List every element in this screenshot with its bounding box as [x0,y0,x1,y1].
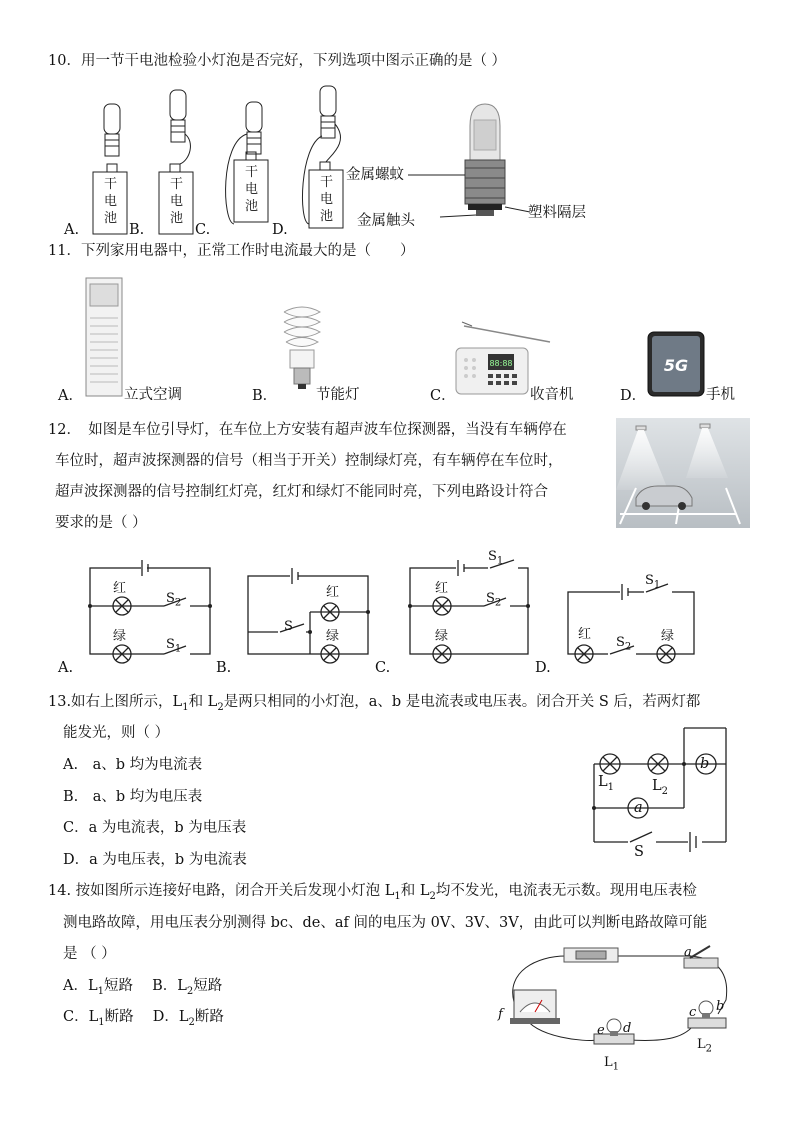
point-b: b [716,999,725,1014]
battery-c-label: 干 电 池 [245,165,259,214]
q11-option-d: D． [620,388,647,404]
parking-lot-photo [616,418,750,528]
q12-stem-line3: 超声波探测器的信号控制红灯亮，红灯和绿灯不能同时亮，下列电路设计符合 [55,484,548,500]
q13-meter-b-label: b [700,756,710,772]
radio-display: 88:88 [489,359,513,368]
q13-s-label: S [634,844,644,860]
q13-option-b: B. a、b 均为电压表 [63,789,203,805]
q11-option-b: B． [252,388,278,404]
q10-option-a: A. [64,222,80,238]
q12d-s1-label: $S_1$ [645,573,661,591]
q12b-red-label: 红 [326,585,340,600]
q14-l1-label: $L_1$ [604,1055,620,1073]
q12-circuit-c [408,560,530,663]
q12d-green-label: 绿 [661,629,675,644]
q12-option-b: B. [216,660,232,676]
q13-stem-line1: 13.如右上图所示，$L_1$和 $L_2$是两只相同的小灯泡，a、b 是电流表或电压表。闭合开关 S 后，若两灯都 [48,694,701,713]
q13-option-c: C．a 为电流表，b 为电压表 [63,820,247,836]
q11-option-d-name: 手机 [706,387,735,403]
q11-option-a: A． [58,388,83,404]
q13-stem-line2: 能发光，则（ ） [63,725,170,741]
battery-a-label: 干 电 池 [104,177,118,226]
energy-saving-lamp-image [284,307,320,389]
q14-options-row2: C．$L_1$断路 D．$L_2$断路 [63,1009,224,1028]
phone-5g-text: 5G [663,356,689,375]
q13-option-a: A. a、b 均为电流表 [63,757,203,773]
label-metal-screw: 金属螺蚊 [346,167,404,183]
point-c: c [689,1005,697,1020]
q12c-green-label: 绿 [435,629,449,644]
radio-image [456,322,550,394]
battery-d-label: 干 电 池 [320,175,334,224]
q11-stem: 11．下列家用电器中，正常工作时电流最大的是（ ） [48,243,415,259]
q11-figure [60,270,740,400]
q12-stem-line1: 12． 如图是车位引导灯，在车位上方安装有超声波车位探测器，当没有车辆停在 [48,422,567,438]
q10-stem: 10．用一节干电池检验小灯泡是否完好，下列选项中图示正确的是（ ） [48,53,507,69]
q13-option-d: D．a 为电压表，b 为电流表 [63,852,247,868]
q13-meter-a-label: a [634,800,643,816]
q13-l1-label: $L_1$ [598,774,615,793]
q13-l2-label: $L_2$ [652,778,669,797]
q14-stem-line1: 14. 按如图所示连接好电路，闭合开关后发现小灯泡 $L_1$和 $L_2$均不发光，电流表无示数。现用电压表检 [48,883,697,902]
q14-l2-label: $L_2$ [697,1037,713,1055]
ammeter [510,990,560,1024]
q12a-s2-label: $S_2$ [166,591,182,609]
q11-option-b-name: 节能灯 [316,387,360,403]
air-conditioner-image [86,278,122,396]
q12d-red-label: 红 [578,627,592,642]
q10-option-d: D. [272,222,288,238]
q12a-green-label: 绿 [113,629,127,644]
q10-option-c: C. [195,222,211,238]
point-f: f [498,1007,503,1022]
point-e: e [597,1023,605,1038]
q12a-s1-label: $S_1$ [166,637,182,655]
label-metal-contact: 金属触头 [357,213,415,229]
q12c-red-label: 红 [435,581,449,596]
q12-circuit-a [88,560,212,663]
q12c-s1-label: $S_1$ [488,549,504,567]
q11-option-c-name: 收音机 [530,387,574,403]
battery-b-label: 干 电 池 [170,177,184,226]
phone-image [648,332,704,396]
point-d: d [623,1021,632,1036]
q12-option-d: D. [535,660,551,676]
q11-option-c: C． [430,388,456,404]
q12c-s2-label: $S_2$ [486,591,502,609]
q12-option-c: C. [375,660,391,676]
bulb-photo [408,104,530,217]
q14-stem-line3: 是 （ ） [63,946,116,962]
q12d-s2-label: $S_2$ [616,635,632,653]
label-plastic-insulator: 塑料隔层 [528,205,586,221]
q12-option-a: A. [58,660,74,676]
battery-holder [564,948,618,962]
q12-stem-line2: 车位时，超声波探测器的信号（相当于开关）控制绿灯亮，有车辆停在车位时， [55,453,563,469]
q12b-green-label: 绿 [326,629,340,644]
q12b-s-label: S [284,619,293,634]
q12-stem-line4: 要求的是（ ） [55,515,147,531]
q12a-red-label: 红 [113,581,127,596]
q10-option-b: B. [129,222,145,238]
point-a: a [684,945,692,960]
q14-options-row1: A．$L_1$短路 B．$L_2$短路 [63,978,223,997]
q12-circuit-b [248,568,370,663]
q14-stem-line2: 测电路故障，用电压表分别测得 bc、de、af 间的电压为 0V、3V、3V，由此可以判断电路故障可能 [63,915,708,931]
q11-option-a-name: 立式空调 [124,387,182,403]
